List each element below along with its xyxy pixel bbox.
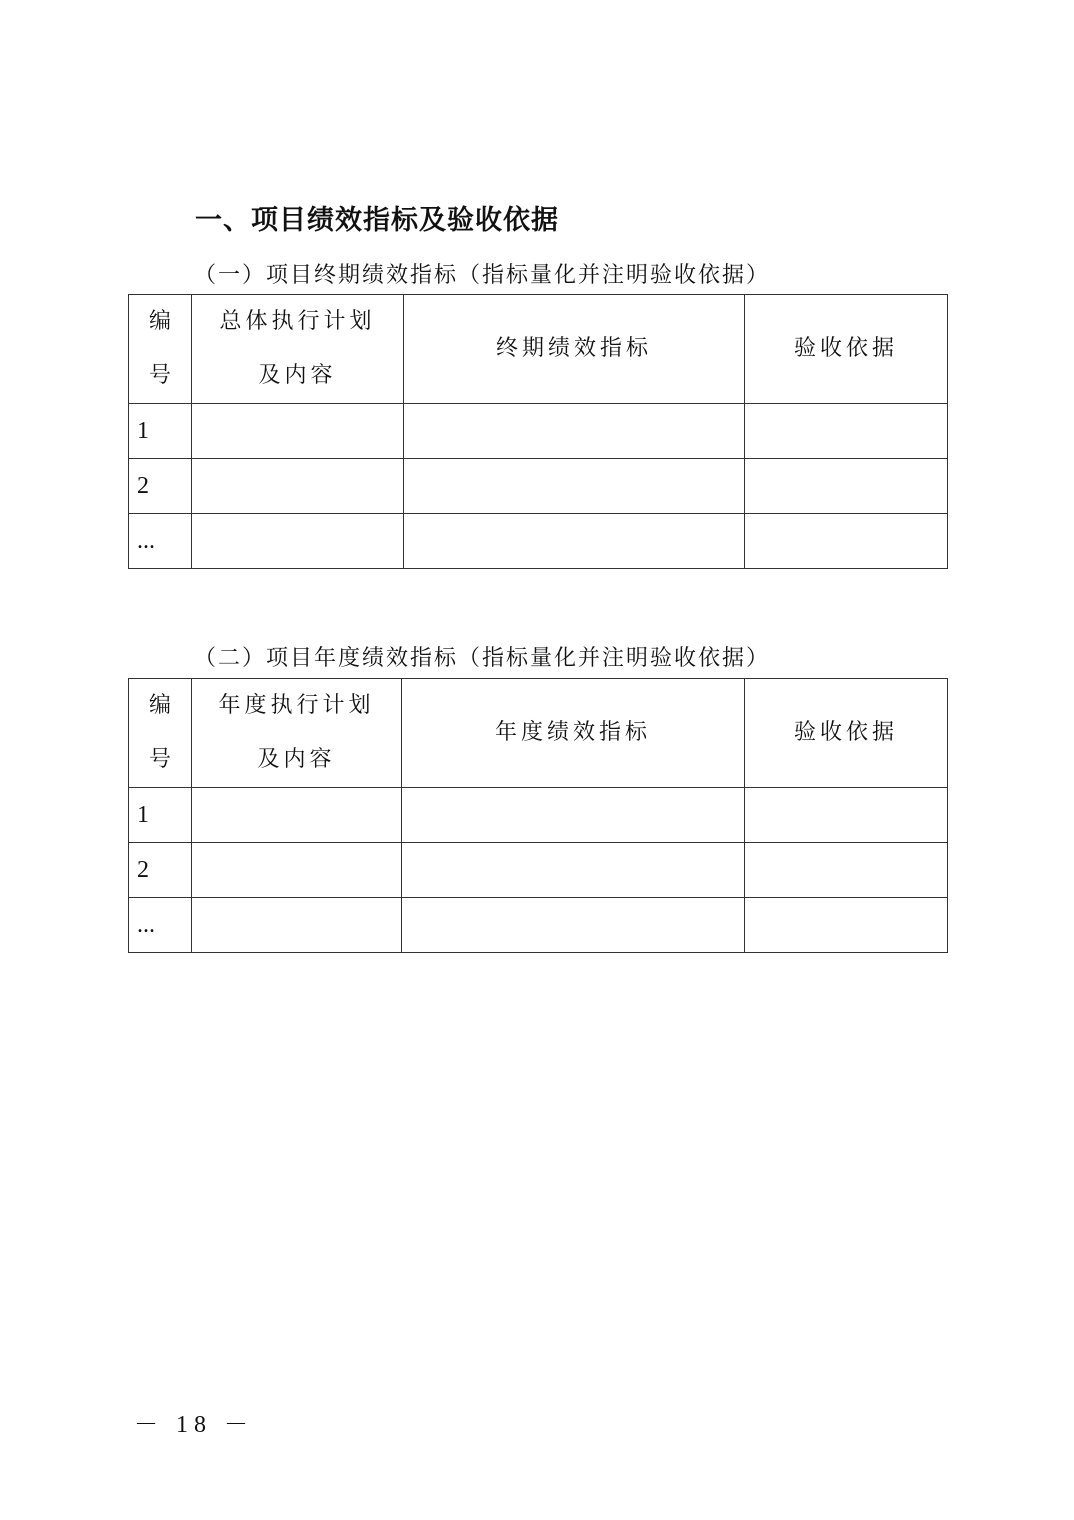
header-plan: 年度执行计划 及内容 <box>192 679 402 788</box>
row-number: ... <box>129 898 192 953</box>
plan-cell[interactable] <box>192 404 404 459</box>
plan-cell[interactable] <box>192 788 402 843</box>
table-row <box>129 514 948 569</box>
annual-indicators-table <box>128 678 948 953</box>
basis-cell[interactable] <box>745 404 948 459</box>
plan-cell[interactable] <box>192 898 402 953</box>
basis-cell[interactable] <box>745 898 948 953</box>
header-basis: 验收依据 <box>745 679 948 788</box>
section-heading: 一、项目绩效指标及验收依据 <box>195 205 559 236</box>
row-number: 2 <box>129 459 192 514</box>
table-row <box>129 404 948 459</box>
plan-cell[interactable] <box>192 843 402 898</box>
table-header-row <box>129 295 948 404</box>
indicator-cell[interactable] <box>402 898 745 953</box>
basis-cell[interactable] <box>745 843 948 898</box>
indicator-cell[interactable] <box>402 788 745 843</box>
table-row <box>129 898 948 953</box>
header-basis: 验收依据 <box>745 295 948 404</box>
indicator-cell[interactable] <box>404 404 745 459</box>
indicator-cell[interactable] <box>404 459 745 514</box>
row-number: ... <box>129 514 192 569</box>
row-number: 1 <box>129 404 192 459</box>
basis-cell[interactable] <box>745 788 948 843</box>
table-row <box>129 788 948 843</box>
table-header-row <box>129 679 948 788</box>
indicator-cell[interactable] <box>402 843 745 898</box>
page-number: － 18 － <box>134 1412 254 1438</box>
header-number: 编 号 <box>129 295 192 404</box>
table-row <box>129 459 948 514</box>
row-number: 2 <box>129 843 192 898</box>
indicator-cell[interactable] <box>404 514 745 569</box>
header-plan: 总体执行计划 及内容 <box>192 295 404 404</box>
final-indicators-table <box>128 294 948 569</box>
row-number: 1 <box>129 788 192 843</box>
basis-cell[interactable] <box>745 459 948 514</box>
header-number: 编 号 <box>129 679 192 788</box>
basis-cell[interactable] <box>745 514 948 569</box>
header-indicator: 年度绩效指标 <box>402 679 745 788</box>
table-row <box>129 843 948 898</box>
annual-indicators-title: （二）项目年度绩效指标（指标量化并注明验收依据） <box>194 646 771 671</box>
plan-cell[interactable] <box>192 459 404 514</box>
plan-cell[interactable] <box>192 514 404 569</box>
final-indicators-title: （一）项目终期绩效指标（指标量化并注明验收依据） <box>194 263 771 288</box>
header-indicator: 终期绩效指标 <box>404 295 745 404</box>
